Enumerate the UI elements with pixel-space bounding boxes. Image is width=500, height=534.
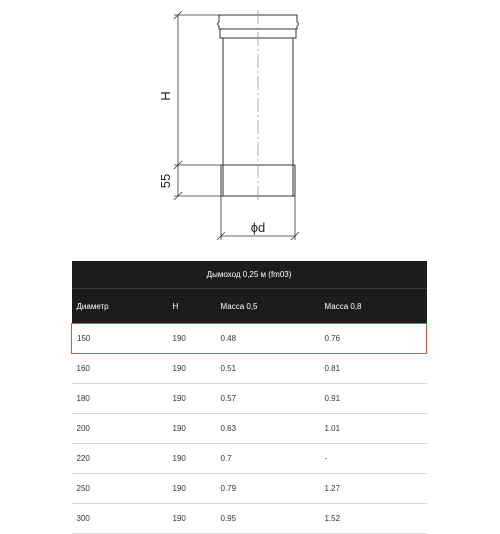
table-row <box>72 474 427 504</box>
cell-diameter: 150 <box>72 324 168 354</box>
cell-height: 190 <box>168 384 216 414</box>
cell-diameter: 220 <box>72 444 168 474</box>
pipe-drawing-svg <box>0 0 500 250</box>
header-diameter: Диаметр <box>72 289 168 324</box>
spec-table <box>71 261 427 534</box>
table-row <box>72 414 427 444</box>
pipe-drawing <box>0 0 500 250</box>
cell-height: 190 <box>168 354 216 384</box>
cell-mass-08: 1.52 <box>320 504 427 534</box>
cell-height: 190 <box>168 444 216 474</box>
cell-height: 190 <box>168 504 216 534</box>
cell-mass-05: 0.95 <box>216 504 320 534</box>
table-title: Дымоход 0,25 м (fm03) <box>72 261 427 289</box>
cell-mass-05: 0.63 <box>216 414 320 444</box>
height-dimension-label: H <box>158 91 173 101</box>
cell-mass-08: 0.91 <box>320 384 427 414</box>
dimension-lines <box>174 11 299 240</box>
cell-height: 190 <box>168 474 216 504</box>
table-row <box>72 384 427 414</box>
cell-diameter: 300 <box>72 504 168 534</box>
cell-mass-05: 0.48 <box>216 324 320 354</box>
cell-mass-05: 0.57 <box>216 384 320 414</box>
cell-mass-08: - <box>320 444 427 474</box>
cell-mass-08: 0.81 <box>320 354 427 384</box>
table-row <box>72 444 427 474</box>
cell-diameter: 180 <box>72 384 168 414</box>
cell-diameter: 160 <box>72 354 168 384</box>
cell-mass-08: 0.76 <box>320 324 427 354</box>
cell-height: 190 <box>168 324 216 354</box>
cell-mass-08: 1.01 <box>320 414 427 444</box>
cell-diameter: 250 <box>72 474 168 504</box>
header-mass-08: Масса 0,8 <box>320 289 427 324</box>
cell-mass-05: 0.7 <box>216 444 320 474</box>
table-row <box>72 504 427 534</box>
socket-dimension-label: 55 <box>158 173 173 189</box>
header-height: H <box>168 289 216 324</box>
table-header-row <box>72 289 427 324</box>
cell-mass-08: 1.27 <box>320 474 427 504</box>
cell-diameter: 200 <box>72 414 168 444</box>
table-row <box>72 324 427 354</box>
header-mass-05: Масса 0,5 <box>216 289 320 324</box>
cell-height: 190 <box>168 414 216 444</box>
diameter-dimension-label: ϕd <box>250 220 266 235</box>
cell-mass-05: 0.79 <box>216 474 320 504</box>
cell-mass-05: 0.51 <box>216 354 320 384</box>
table-row <box>72 354 427 384</box>
table-title-row <box>72 261 427 289</box>
